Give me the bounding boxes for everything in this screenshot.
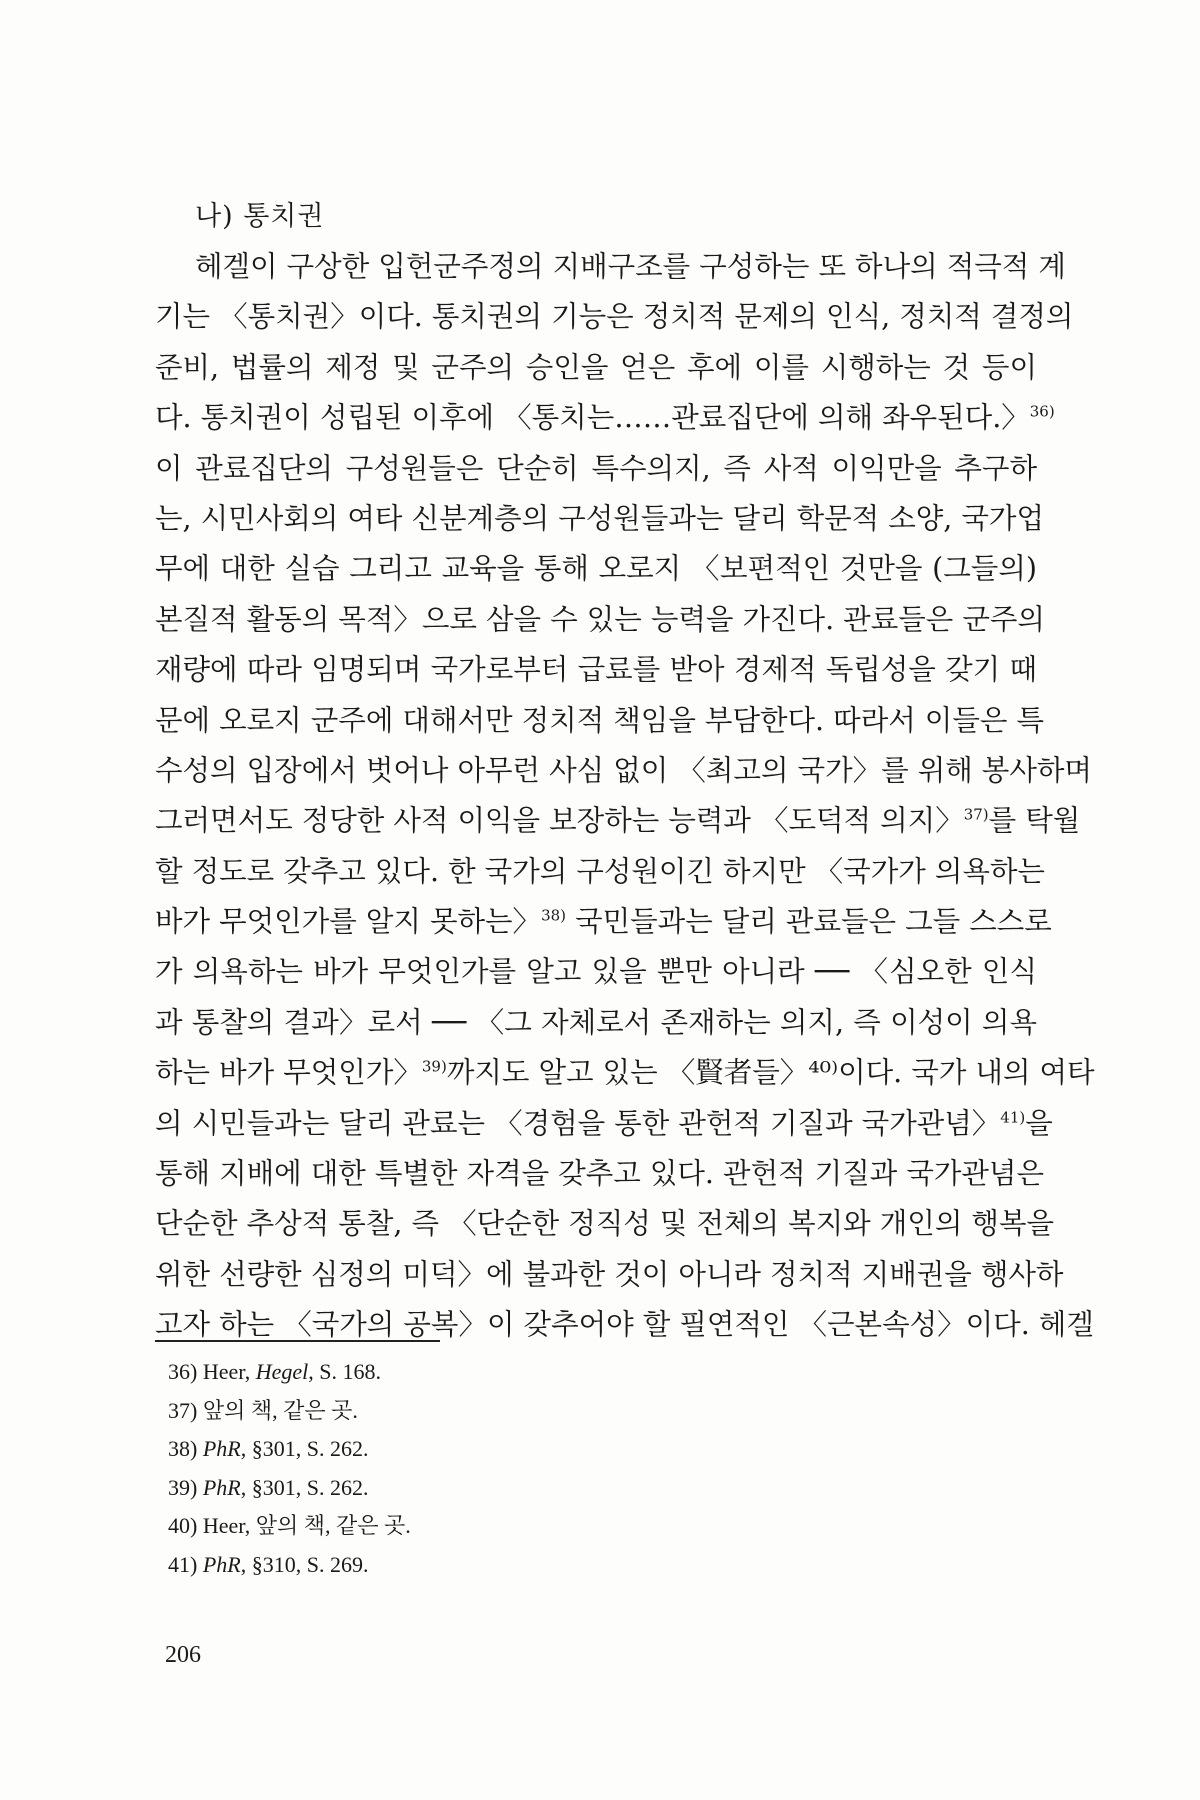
text-line bbox=[155, 1300, 1094, 1350]
footnote-number: 38) bbox=[168, 1436, 198, 1461]
line-text: 무에 대한 실습 그리고 교육을 통해 오로지 〈보편적인 것만을 (그들의) bbox=[155, 552, 1037, 586]
text-line bbox=[155, 1099, 1053, 1149]
footnote-number: 39) bbox=[168, 1474, 198, 1500]
footnote-author: 앞의 책, 같은 곳. bbox=[202, 1397, 358, 1423]
line-text: 문에 오로지 군주에 대해서만 정치적 책임을 부담한다. 따라서 이들은 특 bbox=[155, 703, 1044, 737]
footnote-item bbox=[168, 1353, 868, 1392]
line-text: 위한 선량한 심정의 미덕〉에 불과한 것이 아니라 정치적 지배권을 행사하 bbox=[155, 1257, 1064, 1291]
text-line bbox=[155, 292, 1074, 342]
line-text: 통해 지배에 대한 특별한 자격을 갖추고 있다. 관헌적 기질과 국가관념은 bbox=[155, 1157, 1044, 1191]
line-text: 하는 바가 무엇인가〉 bbox=[155, 1056, 422, 1090]
text-line bbox=[155, 1199, 1055, 1249]
footnote-item bbox=[168, 1469, 868, 1508]
line-text: 이 관료집단의 구성원들은 단순히 특수의지, 즉 사적 이익만을 추구하 bbox=[155, 451, 1037, 485]
footnote-marker: 36) bbox=[1029, 402, 1055, 421]
text-line bbox=[155, 947, 1037, 997]
footnote-divider bbox=[155, 1340, 440, 1342]
footnote-title: PhR bbox=[202, 1474, 241, 1500]
text-line bbox=[155, 1149, 1044, 1199]
footnote-number: 41) bbox=[168, 1551, 198, 1577]
line-text-continued: 를 탁월 bbox=[988, 804, 1081, 838]
footnote-reference: , §301, S. 262. bbox=[240, 1436, 369, 1461]
text-line bbox=[155, 998, 1037, 1048]
line-text-continued: 을 bbox=[1025, 1106, 1053, 1140]
line-text: 바가 무엇인가를 알지 못하는〉 bbox=[155, 905, 542, 939]
footnote-marker: 41) bbox=[1000, 1108, 1026, 1127]
footnote-title: PhR bbox=[202, 1436, 241, 1461]
body-paragraph bbox=[155, 242, 1095, 1351]
line-text: 준비, 법률의 제정 및 군주의 승인을 얻은 후에 이를 시행하는 것 등이 bbox=[155, 350, 1037, 384]
footnote-item bbox=[168, 1430, 868, 1469]
footnote-number: 40) bbox=[168, 1513, 198, 1538]
footnote-marker: 37) bbox=[963, 805, 989, 824]
line-text: 기는 〈통치권〉이다. 통치권의 기능은 정치적 문제의 인식, 정치적 결정의 bbox=[155, 300, 1074, 334]
text-line bbox=[155, 1048, 1095, 1098]
text-line bbox=[155, 897, 1052, 947]
footnote-reference: , S. 168. bbox=[308, 1359, 381, 1384]
line-text: 재량에 따라 임명되며 국가로부터 급료를 받아 경제적 독립성을 갖기 때 bbox=[155, 653, 1037, 687]
line-text: 본질적 활동의 목적〉으로 삼을 수 있는 능력을 가진다. 관료들은 군주의 bbox=[155, 602, 1045, 636]
text-line bbox=[155, 444, 1037, 494]
footnote-title: Hegel bbox=[255, 1359, 309, 1384]
section-title: 나) 통치권 bbox=[195, 201, 325, 232]
text-line bbox=[155, 746, 1092, 796]
footnote-author: Heer, 앞의 책, 같은 곳. bbox=[202, 1513, 411, 1538]
line-text: 는, 시민사회의 여타 신분계층의 구성원들과는 달리 학문적 소양, 국가업 bbox=[155, 501, 1044, 535]
footnote-author: Heer, bbox=[202, 1359, 251, 1384]
text-line bbox=[155, 847, 1045, 897]
footnote-marker: 38) bbox=[541, 906, 567, 925]
footnote-number: 36) bbox=[168, 1359, 198, 1384]
line-text: 단순한 추상적 통찰, 즉 〈단순한 정직성 및 전체의 복지와 개인의 행복을 bbox=[155, 1207, 1055, 1241]
line-text: 과 통찰의 결과〉로서 ── 〈그 자체로서 존재하는 의지, 즉 이성이 의욕 bbox=[155, 1005, 1037, 1039]
footnote-item bbox=[168, 1546, 868, 1585]
page-number: 206 bbox=[165, 1642, 201, 1668]
line-text: 고자 하는 〈국가의 공복〉이 갖추어야 할 필연적인 〈근본속성〉이다. 헤겔 bbox=[155, 1308, 1094, 1342]
footnote-reference: , §301, S. 262. bbox=[240, 1474, 369, 1500]
line-text: 할 정도로 갖추고 있다. 한 국가의 구성원이긴 하지만 〈국가가 의욕하는 bbox=[155, 854, 1045, 888]
footnote-item bbox=[168, 1392, 868, 1431]
text-line bbox=[155, 696, 1044, 746]
line-text-continued: 까지도 알고 있는 〈賢者들〉⁴⁰⁾이다. 국가 내의 여타 bbox=[446, 1056, 1095, 1090]
footnote-reference: , §310, S. 269. bbox=[240, 1551, 369, 1577]
text-line bbox=[155, 242, 1066, 292]
line-text-continued: 국민들과는 달리 관료들은 그들 스스로 bbox=[566, 905, 1052, 939]
footnote-item bbox=[168, 1507, 868, 1546]
main-text bbox=[155, 192, 1095, 1351]
text-line bbox=[155, 595, 1045, 645]
line-text: 가 의욕하는 바가 무엇인가를 알고 있을 뿐만 아니라 ── 〈심오한 인식 bbox=[155, 955, 1037, 989]
line-text: 의 시민들과는 달리 관료는 〈경험을 통한 관헌적 기질과 국가관념〉 bbox=[155, 1106, 1001, 1140]
line-text: 수성의 입장에서 벗어나 아무런 사심 없이 〈최고의 국가〉를 위해 봉사하며 bbox=[155, 753, 1092, 787]
text-line bbox=[155, 796, 1081, 846]
text-line bbox=[155, 544, 1037, 594]
text-line bbox=[155, 1250, 1064, 1300]
line-text: 그러면서도 정당한 사적 이익을 보장하는 능력과 〈도덕적 의지〉 bbox=[155, 804, 964, 838]
footnote-title: PhR bbox=[202, 1551, 241, 1577]
text-line bbox=[155, 645, 1037, 695]
line-text: 헤겔이 구상한 입헌군주정의 지배구조를 구성하는 또 하나의 적극적 계 bbox=[195, 250, 1066, 283]
footnote-marker: 39) bbox=[421, 1057, 447, 1076]
footnotes bbox=[168, 1353, 868, 1584]
footnote-number: 37) bbox=[168, 1397, 198, 1423]
line-text: 다. 통치권이 성립된 이후에 〈통치는……관료집단에 의해 좌우된다.〉 bbox=[155, 401, 1030, 435]
text-line bbox=[155, 393, 1055, 443]
text-line bbox=[155, 494, 1044, 544]
text-line bbox=[155, 343, 1037, 393]
